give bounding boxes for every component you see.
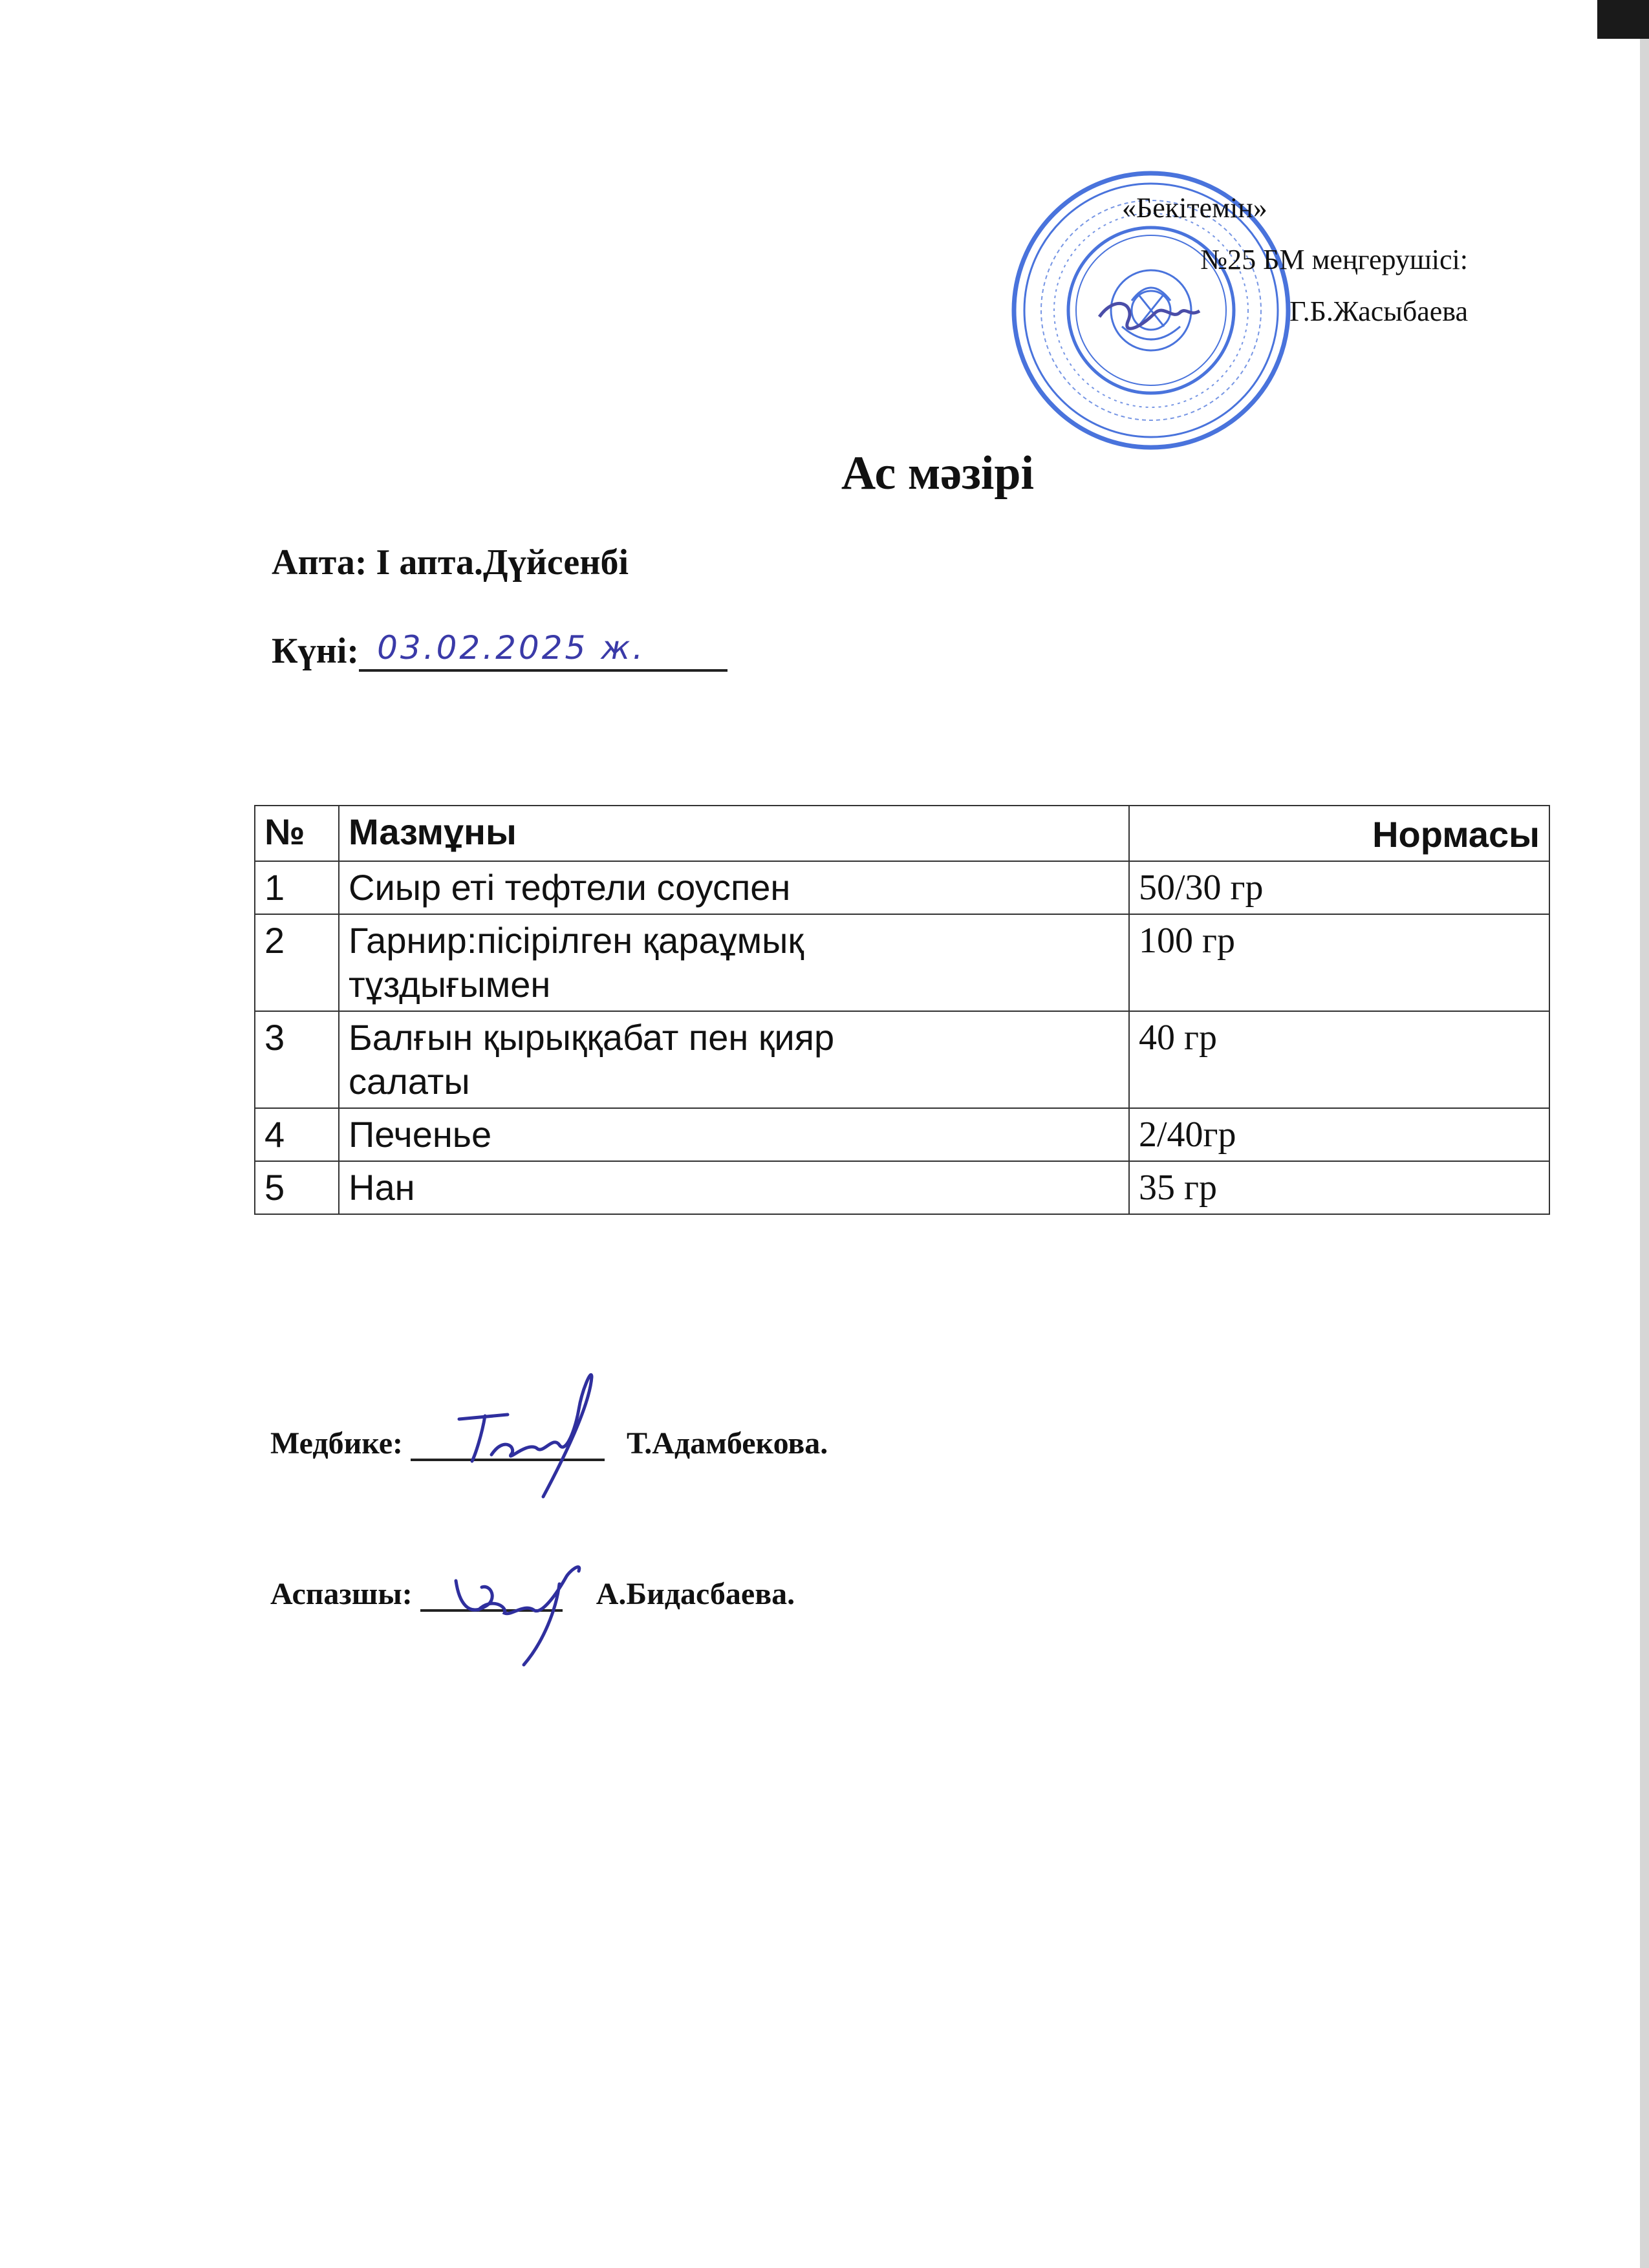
table-header-row — [255, 806, 1549, 861]
header-number: № — [255, 806, 339, 861]
handwritten-date: 03.02.2025 ж. — [377, 629, 646, 667]
row-norm: 35 гр — [1129, 1161, 1549, 1214]
row-number: 3 — [255, 1011, 339, 1108]
row-norm: 2/40гр — [1129, 1108, 1549, 1161]
row-number: 5 — [255, 1161, 339, 1214]
table-row — [255, 1011, 1549, 1108]
date-row — [272, 630, 727, 672]
date-blank — [359, 630, 727, 672]
approval-title: «Бекітемін» — [1122, 192, 1267, 224]
row-norm: 100 гр — [1129, 914, 1549, 1011]
approval-block — [996, 182, 1468, 337]
table-row — [255, 861, 1549, 914]
row-norm: 50/30 гр — [1129, 861, 1549, 914]
header-norm: Нормасы — [1129, 806, 1549, 861]
row-dish: Сиыр еті тефтели соуспен — [339, 861, 1129, 914]
cook-name: А.Бидасбаева. — [596, 1577, 795, 1611]
nurse-name: Т.Адамбекова. — [627, 1426, 828, 1460]
approval-director-name: Г.Б.Жасыбаева — [1289, 295, 1468, 327]
menu-table — [254, 805, 1550, 1215]
row-norm: 40 гр — [1129, 1011, 1549, 1108]
row-number: 2 — [255, 914, 339, 1011]
nurse-signature-icon — [446, 1358, 614, 1506]
approval-position: №25 БМ меңгерушісі: — [1200, 244, 1468, 275]
page-title: Ас мәзірі — [841, 447, 1035, 500]
row-dish: Нан — [339, 1161, 1129, 1214]
table-row — [255, 914, 1549, 1011]
cook-signature-icon — [446, 1545, 595, 1674]
row-dish: Печенье — [339, 1108, 1129, 1161]
table-row — [255, 1161, 1549, 1214]
row-number: 4 — [255, 1108, 339, 1161]
header-content: Мазмұны — [339, 806, 1129, 861]
row-number: 1 — [255, 861, 339, 914]
scan-edge — [1640, 0, 1649, 2268]
cook-role: Аспазшы: — [270, 1577, 413, 1611]
nurse-role: Медбике: — [270, 1426, 404, 1460]
week-label: Апта: І апта.Дүйсенбі — [272, 542, 629, 583]
date-label: Күні: — [272, 631, 360, 671]
row-dish: Гарнир:пісірілген қараұмық тұздығымен — [339, 914, 1129, 1011]
scan-corner — [1597, 0, 1649, 39]
row-dish: Балғын қырыққабат пен қияр салаты — [339, 1011, 1129, 1108]
table-row — [255, 1108, 1549, 1161]
